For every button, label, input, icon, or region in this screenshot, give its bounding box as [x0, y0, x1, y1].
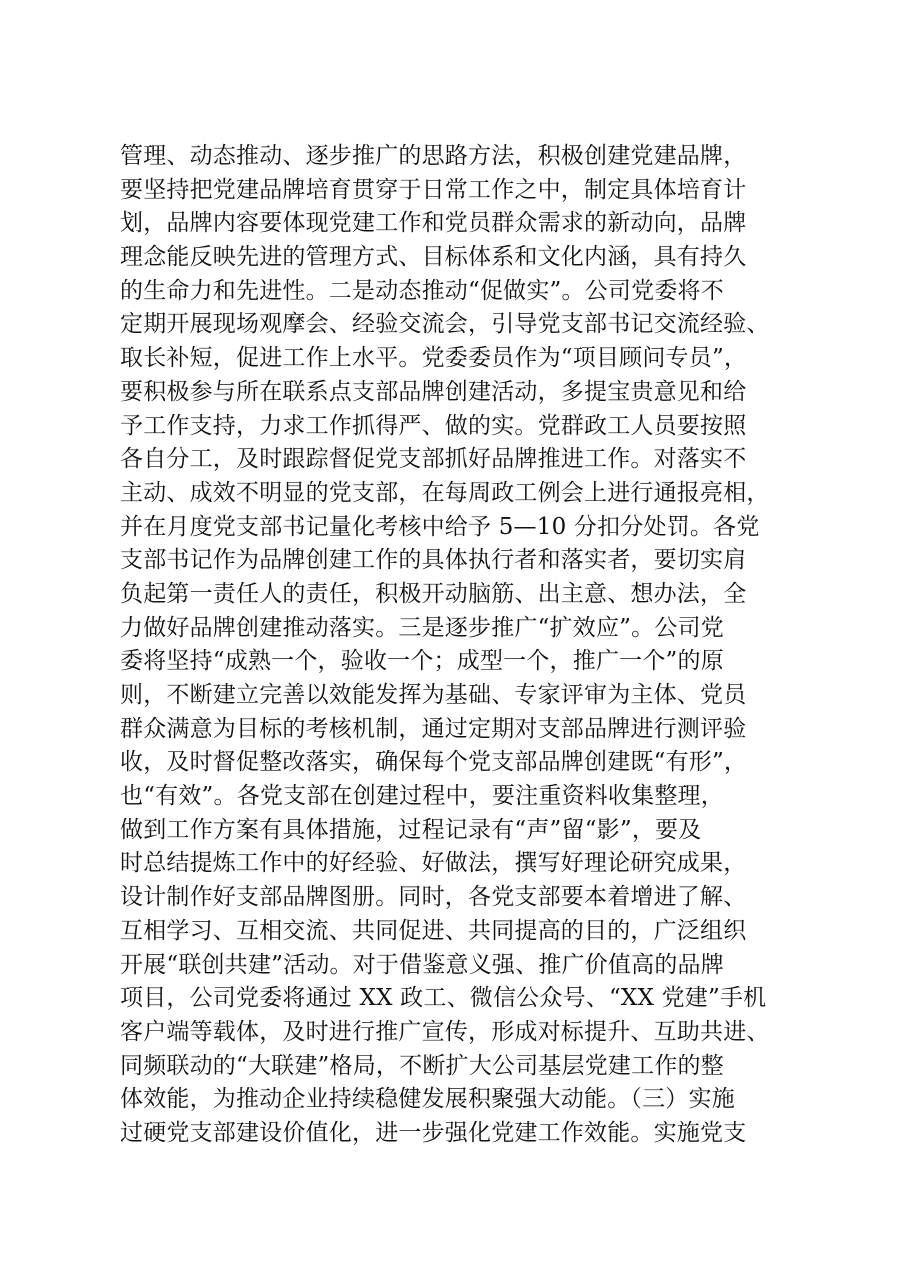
text-line: 时总结提炼工作中的好经验、好做法，撰写好理论研究成果，: [120, 850, 747, 877]
text-line: 管理、动态推动、逐步推广的思路方法，积极创建党建品牌，: [120, 143, 747, 169]
text-line: 定期开展现场观摩会、经验交流会，引导党支部书记交流经验、: [120, 311, 770, 338]
text-line: 过硬党支部建设价值化，进一步强化党建工作效能。实施党支: [120, 1119, 747, 1146]
body-paragraph: [120, 140, 820, 1151]
text-line: 各自分工，及时跟踪督促党支部抓好品牌推进工作。对落实不: [120, 446, 747, 473]
text-line: 要坚持把党建品牌培育贯穿于日常工作之中，制定具体培育计: [120, 176, 747, 203]
text-line: 做到工作方案有具体措施，过程记录有“声”留“影”，要及: [120, 816, 702, 843]
text-line: 的生命力和先进性。二是动态推动“促做实”。公司党委将不: [120, 277, 724, 304]
text-line: 也“有效”。各党支部在创建过程中，要注重资料收集整理，: [120, 783, 724, 810]
text-line: 并在月度党支部书记量化考核中给予 5—10 分扣分处罚。各党: [120, 513, 760, 540]
text-line: 客户端等载体，及时进行推广宣传，形成对标提升、互助共进、: [120, 1018, 770, 1045]
text-line: 则，不断建立完善以效能发挥为基础、专家评审为主体、党员: [120, 682, 747, 708]
text-line: 同频联动的“大联建”格局，不断扩大公司基层党建工作的整: [120, 1052, 724, 1079]
text-line: 负起第一责任人的责任，积极开动脑筋、出主意、想办法，全: [120, 580, 747, 607]
text-line: 互相学习、互相交流、共同促进、共同提高的目的，广泛组织: [120, 917, 747, 944]
text-line: 支部书记作为品牌创建工作的具体执行者和落实者，要切实肩: [120, 547, 747, 574]
text-line: 予工作支持，力求工作抓得严、做的实。党群政工人员要按照: [120, 412, 747, 439]
text-line: 开展“联创共建”活动。对于借鉴意义强、推广价值高的品牌: [120, 951, 724, 978]
text-line: 要积极参与所在联系点支部品牌创建活动，多提宝贵意见和给: [120, 378, 747, 405]
text-line: 主动、成效不明显的党支部，在每周政工例会上进行通报亮相，: [120, 479, 770, 506]
text-line: 取长补短，促进工作上水平。党委委员作为“项目顾问专员”，: [120, 345, 748, 372]
text-line: 群众满意为目标的考核机制，通过定期对支部品牌进行测评验: [120, 715, 747, 742]
text-line: 力做好品牌创建推动落实。三是逐步推广“扩效应”。公司党: [120, 614, 724, 641]
text-line: 划，品牌内容要体现党建工作和党员群众需求的新动向，品牌: [120, 210, 747, 237]
text-line: 委将坚持“成熟一个，验收一个；成型一个，推广一个”的原: [120, 648, 724, 675]
text-line: 设计制作好支部品牌图册。同时，各党支部要本着增进了解、: [120, 884, 747, 911]
text-line: 体效能，为推动企业持续稳健发展积聚强大动能。（三）实施: [120, 1086, 735, 1113]
text-line: 理念能反映先进的管理方式、目标体系和文化内涵，具有持久: [120, 244, 747, 271]
text-line: 项目，公司党委将通过 XX 政工、微信公众号、“XX 党建”手机: [120, 985, 767, 1012]
text-line: 收，及时督促整改落实，确保每个党支部品牌创建既“有形”，: [120, 749, 748, 776]
